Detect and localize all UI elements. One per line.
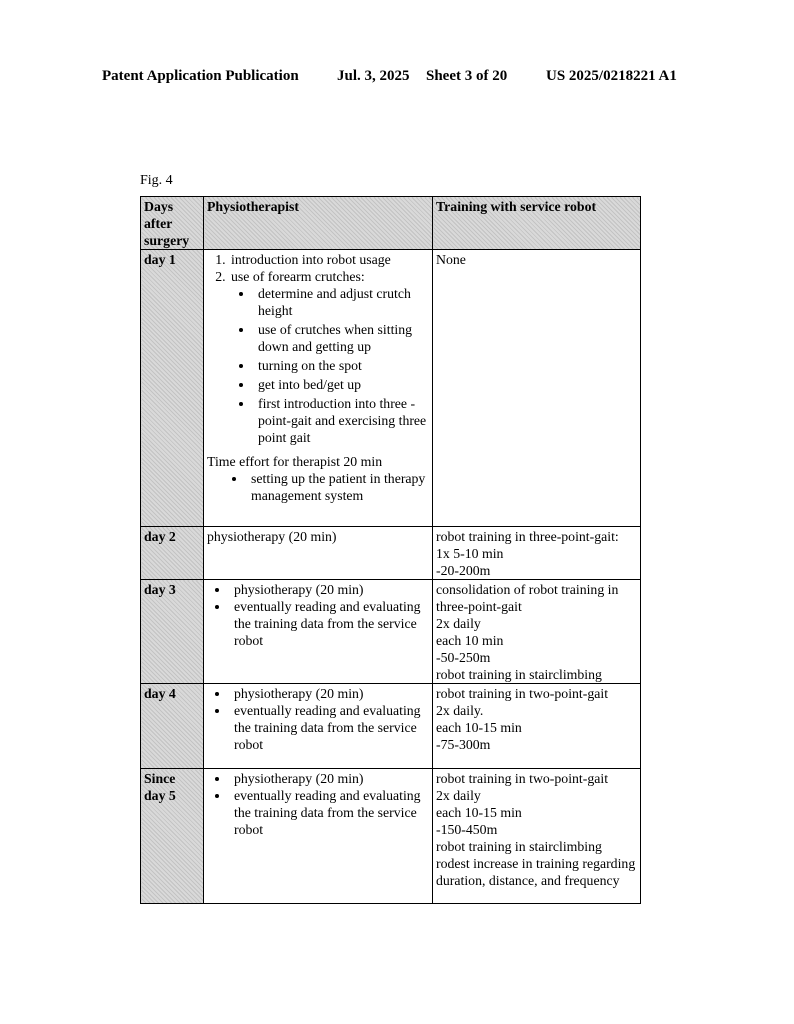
robot-cell: None (433, 250, 641, 527)
list-item-text: use of forearm crutches: (231, 269, 365, 284)
bullet-list (207, 581, 429, 649)
robot-line: consolidation of robot training in three-point-gait (436, 582, 619, 614)
robot-line: each 10-15 min (436, 720, 522, 735)
robot-line: -75-300m (436, 737, 491, 752)
physio-cell (204, 250, 433, 527)
publication-title: Patent Application Publication (102, 68, 299, 84)
list-item: • get into bed/get up (254, 376, 429, 393)
list-item: • determine and adjust crutch height (254, 285, 429, 319)
bullet-list (231, 285, 429, 446)
robot-line: rodest increase in training regarding duration, distance, and frequency (436, 856, 636, 888)
list-item: • eventually reading and evaluating the training data from the service robot (230, 702, 429, 753)
physio-cell (204, 684, 433, 769)
patent-number: US 2025/0218221 A1 (546, 68, 677, 84)
list-item (229, 268, 429, 446)
table-header-row (141, 197, 641, 250)
figure-label: Fig. 4 (140, 173, 173, 188)
day-label: day 1 (141, 250, 204, 527)
robot-line: 2x daily (436, 788, 481, 803)
robot-cell (433, 769, 641, 904)
table-row (141, 250, 641, 527)
numbered-list (207, 251, 429, 446)
list-item: • eventually reading and evaluating the training data from the service robot (230, 787, 429, 838)
physio-cell: physiotherapy (20 min) (204, 527, 433, 580)
list-item: • setting up the patient in therapy management system (247, 470, 429, 504)
rehab-schedule-table (140, 196, 641, 904)
table-row (141, 684, 641, 769)
list-item: • first introduction into three - point-gait and exercising three point gait (254, 395, 429, 446)
robot-line: 2x daily (436, 616, 481, 631)
list-item: • physiotherapy (20 min) (230, 685, 429, 702)
robot-line: robot training in two-point-gait (436, 686, 609, 701)
robot-line: robot training in stairclimbing (436, 839, 602, 854)
robot-line: -50-250m (436, 650, 491, 665)
day-label (141, 769, 204, 904)
robot-line: robot training in stairclimbing (436, 667, 602, 682)
header-physiotherapist: Physiotherapist (204, 197, 433, 250)
list-item: • turning on the spot (254, 357, 429, 374)
list-item: • use of crutches when sitting down and getting up (254, 321, 429, 355)
table-row (141, 527, 641, 580)
list-item: • physiotherapy (20 min) (230, 770, 429, 787)
table-row (141, 769, 641, 904)
time-effort-text: Time effort for therapist 20 min (207, 454, 383, 469)
list-item: • eventually reading and evaluating the training data from the service robot (230, 598, 429, 649)
robot-cell (433, 580, 641, 684)
table-row (141, 580, 641, 684)
physio-cell (204, 580, 433, 684)
robot-line: each 10 min (436, 633, 504, 648)
bullet-list (207, 770, 429, 838)
header-days (141, 197, 204, 250)
robot-line: each 10-15 min (436, 805, 522, 820)
publication-date: Jul. 3, 2025 (337, 68, 410, 84)
robot-line: 2x daily. (436, 703, 484, 718)
robot-line: -150-450m (436, 822, 498, 837)
robot-line: 1x 5-10 min (436, 546, 504, 561)
day-label: day 2 (141, 527, 204, 580)
day-label: day 3 (141, 580, 204, 684)
robot-line: robot training in two-point-gait (436, 771, 609, 786)
list-item: 1. introduction into robot usage (229, 251, 429, 268)
sheet-number: Sheet 3 of 20 (426, 68, 508, 84)
robot-line: robot training in three-point-gait: (436, 529, 619, 544)
list-item: • physiotherapy (20 min) (230, 581, 429, 598)
bullet-list (207, 685, 429, 753)
day-label-line: Since (144, 771, 176, 786)
day-label: day 4 (141, 684, 204, 769)
header-days-line: after (144, 216, 173, 231)
robot-cell (433, 684, 641, 769)
header-robot-training: Training with service robot (433, 197, 641, 250)
bullet-list (207, 470, 429, 504)
robot-line: -20-200m (436, 563, 491, 578)
header-days-line: surgery (144, 233, 190, 248)
physio-cell (204, 769, 433, 904)
robot-cell (433, 527, 641, 580)
day-label-line: day 5 (144, 788, 176, 803)
header-days-line: Days (144, 199, 174, 214)
